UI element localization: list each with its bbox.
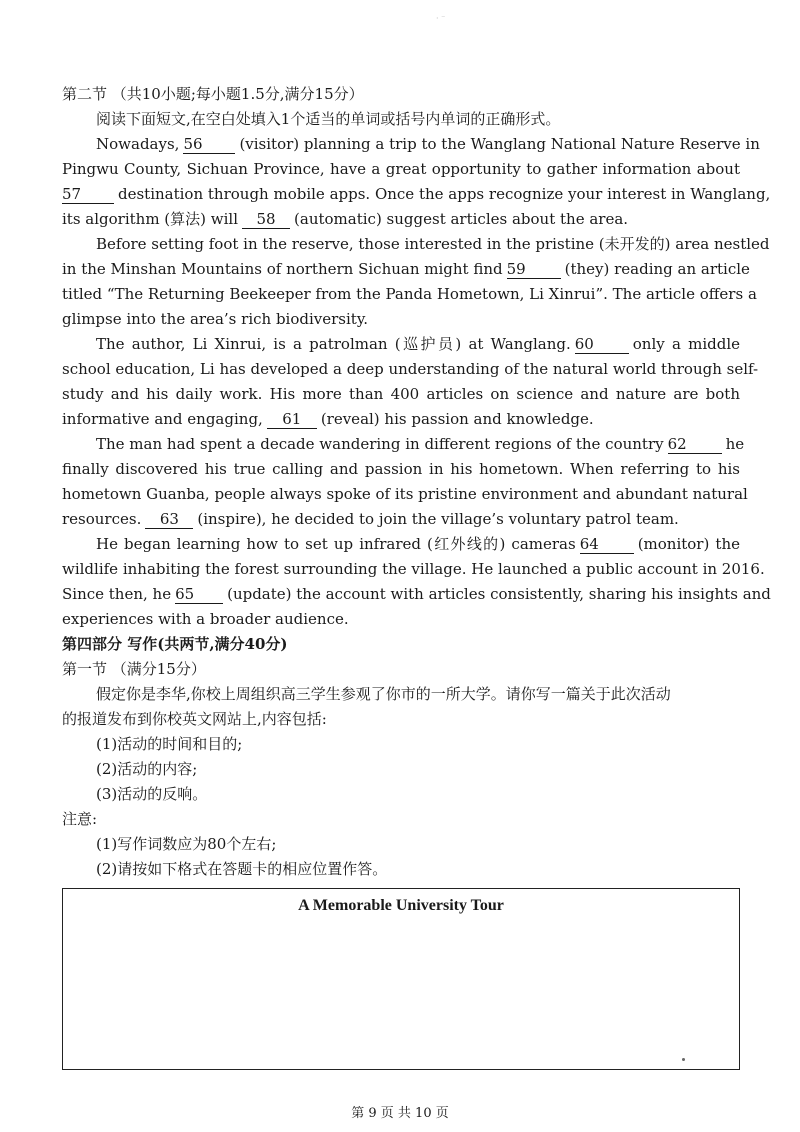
text: resources.	[62, 510, 142, 528]
passage-line: study and his daily work. His more than 400 articles on science and nature are both	[62, 385, 740, 403]
blank-62[interactable]: 62	[668, 435, 722, 454]
prompt-point: (2)活动的内容;	[96, 760, 198, 778]
scan-dot	[682, 1058, 685, 1061]
passage-line: school education, Li has developed a deep understanding of the natural world through self-	[62, 360, 759, 378]
note-item: (1)写作词数应为80个左右;	[96, 835, 277, 853]
text: (inspire), he decided to join the village’s voluntary patrol team.	[197, 510, 679, 528]
text: The man had spent a decade wandering in different regions of the country	[96, 435, 664, 453]
passage-line	[62, 257, 750, 282]
passage-line	[96, 432, 745, 457]
notes-label: 注意:	[62, 810, 98, 828]
passage-line: glimpse into the area’s rich biodiversity.	[62, 310, 369, 328]
blank-60[interactable]: 60	[575, 335, 629, 354]
passage-line: Before setting foot in the reserve, those interested in the pristine (未开发的) area nestled	[96, 235, 770, 253]
text: he	[725, 435, 745, 453]
prompt-point: (1)活动的时间和目的;	[96, 735, 243, 753]
blank-65[interactable]: 65	[175, 585, 223, 604]
note-item: (2)请按如下格式在答题卡的相应位置作答。	[96, 860, 388, 878]
passage-line: hometown Guanba, people always spoke of its pristine environment and abundant natural	[62, 485, 748, 503]
writing-prompt: 假定你是李华,你校上周组织高三学生参观了你市的一所大学。请你写一篇关于此次活动	[96, 685, 671, 703]
passage-line	[62, 507, 740, 532]
blank-57[interactable]: 57	[62, 185, 114, 204]
passage-line: experiences with a broader audience.	[62, 610, 349, 628]
page-footer: 第 9 页 共 10 页	[351, 1106, 449, 1121]
text: He began learning how to set up infrared (红外线的) cameras	[96, 535, 576, 553]
text: destination through mobile apps. Once the apps recognize your interest in Wanglang,	[118, 185, 771, 203]
prompt-point: (3)活动的反响。	[96, 785, 208, 803]
passage-line: wildlife inhabiting the forest surrounding the village. He launched a public account in 2016.	[62, 560, 765, 578]
passage-line	[62, 182, 771, 207]
passage-line	[62, 582, 771, 607]
passage-line	[62, 207, 740, 232]
blank-61[interactable]: 61	[267, 410, 317, 429]
scan-mark: · ⁻	[436, 14, 446, 23]
text: Nowadays,	[96, 135, 180, 153]
blank-64[interactable]: 64	[580, 535, 634, 554]
part-4-header: 第四部分 写作(共两节,满分40分)	[62, 635, 288, 653]
passage-line: finally discovered his true calling and passion in his hometown. When referring to his	[62, 460, 740, 478]
text: (monitor) the	[637, 535, 740, 553]
text: Since then, he	[62, 585, 172, 603]
text: (automatic) suggest articles about the area.	[294, 210, 629, 228]
text: (reveal) his passion and knowledge.	[320, 410, 594, 428]
part-4-section-1-header: 第一节 （满分15分）	[62, 660, 206, 678]
blank-58[interactable]: 58	[242, 210, 290, 229]
passage-line: titled “The Returning Beekeeper from the Panda Hometown, Li Xinrui”. The article offers a	[62, 285, 757, 303]
passage-line	[96, 132, 760, 157]
section-2-instruction: 阅读下面短文,在空白处填入1个适当的单词或括号内单词的正确形式。	[96, 110, 561, 128]
blank-63[interactable]: 63	[145, 510, 193, 529]
blank-56[interactable]: 56	[183, 135, 235, 154]
text: informative and engaging,	[62, 410, 263, 428]
passage-line	[96, 532, 740, 557]
passage-line	[62, 407, 740, 432]
text: (update) the account with articles consistently, sharing his insights and	[227, 585, 771, 603]
passage-line: Pingwu County, Sichuan Province, have a great opportunity to gather information about	[62, 160, 740, 178]
writing-prompt: 的报道发布到你校英文网站上,内容包括:	[62, 710, 327, 728]
text: (visitor) planning a trip to the Wanglang National Nature Reserve in	[239, 135, 760, 153]
text: only a middle	[632, 335, 740, 353]
section-2-header: 第二节 （共10小题;每小题1.5分,满分15分）	[62, 85, 364, 103]
answer-box-title: A Memorable University Tour	[298, 897, 504, 914]
text: (they) reading an article	[564, 260, 750, 278]
answer-box[interactable]	[62, 888, 740, 1070]
passage-line	[96, 332, 740, 357]
text: The author, Li Xinrui, is a patrolman (巡护员) at Wanglang.	[96, 335, 571, 353]
text: its algorithm (算法) will	[62, 210, 239, 228]
blank-59[interactable]: 59	[507, 260, 561, 279]
text: in the Minshan Mountains of northern Sichuan might find	[62, 260, 503, 278]
